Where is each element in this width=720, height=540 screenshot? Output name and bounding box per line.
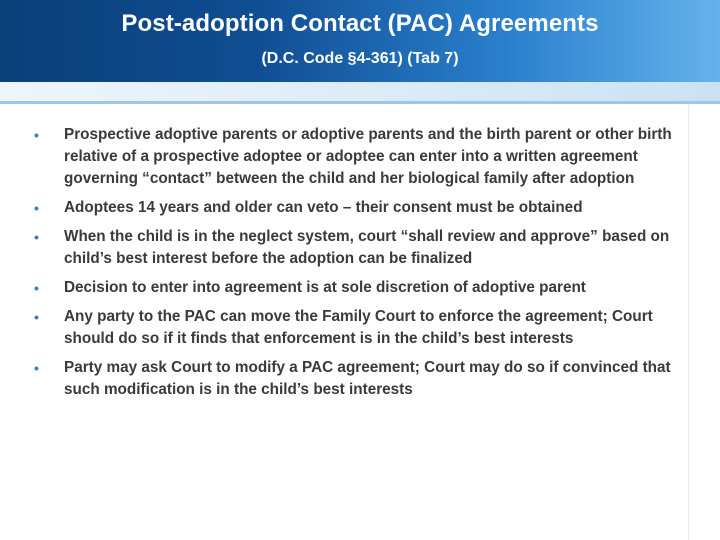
header-accent-bar [0,82,720,104]
bullet-text: Any party to the PAC can move the Family Court to enforce the agreement; Court should do so if it finds that enforcement is in the child’s best interests [64,308,653,347]
accent-stripe [0,101,720,104]
bullet-marker-icon: • [34,280,39,296]
bullet-item [34,306,684,350]
bullet-marker-icon: • [34,127,39,143]
bullet-marker-icon: • [34,360,39,376]
bullet-item [34,357,684,401]
bullet-text: Adoptees 14 years and older can veto – their consent must be obtained [64,199,583,216]
bullet-item [34,226,684,270]
bullet-text: Decision to enter into agreement is at sole discretion of adoptive parent [64,279,586,296]
bullet-marker-icon: • [34,309,39,325]
bullet-item [34,277,684,299]
side-divider [688,104,689,540]
bullet-item [34,197,684,219]
bullet-item [34,124,684,190]
bullet-marker-icon: • [34,229,39,245]
bullet-text: Party may ask Court to modify a PAC agreement; Court may do so if convinced that such modification is in the child’s best interests [64,359,671,398]
bullet-text: Prospective adoptive parents or adoptive parents and the birth parent or other birth relative of a prospective adoptee or adoptee can enter into a written agreement governing “contact” between the child and her biological family after adoption [64,126,672,187]
bullet-marker-icon: • [34,200,39,216]
slide-subtitle: (D.C. Code §4-361) (Tab 7) [261,50,459,67]
slide-header [0,0,720,82]
bullet-text: When the child is in the neglect system, court “shall review and approve” based on child’s best interest before the adoption can be finalized [64,228,670,267]
slide-title: Post-adoption Contact (PAC) Agreements [121,10,599,37]
bullet-list [34,124,684,408]
